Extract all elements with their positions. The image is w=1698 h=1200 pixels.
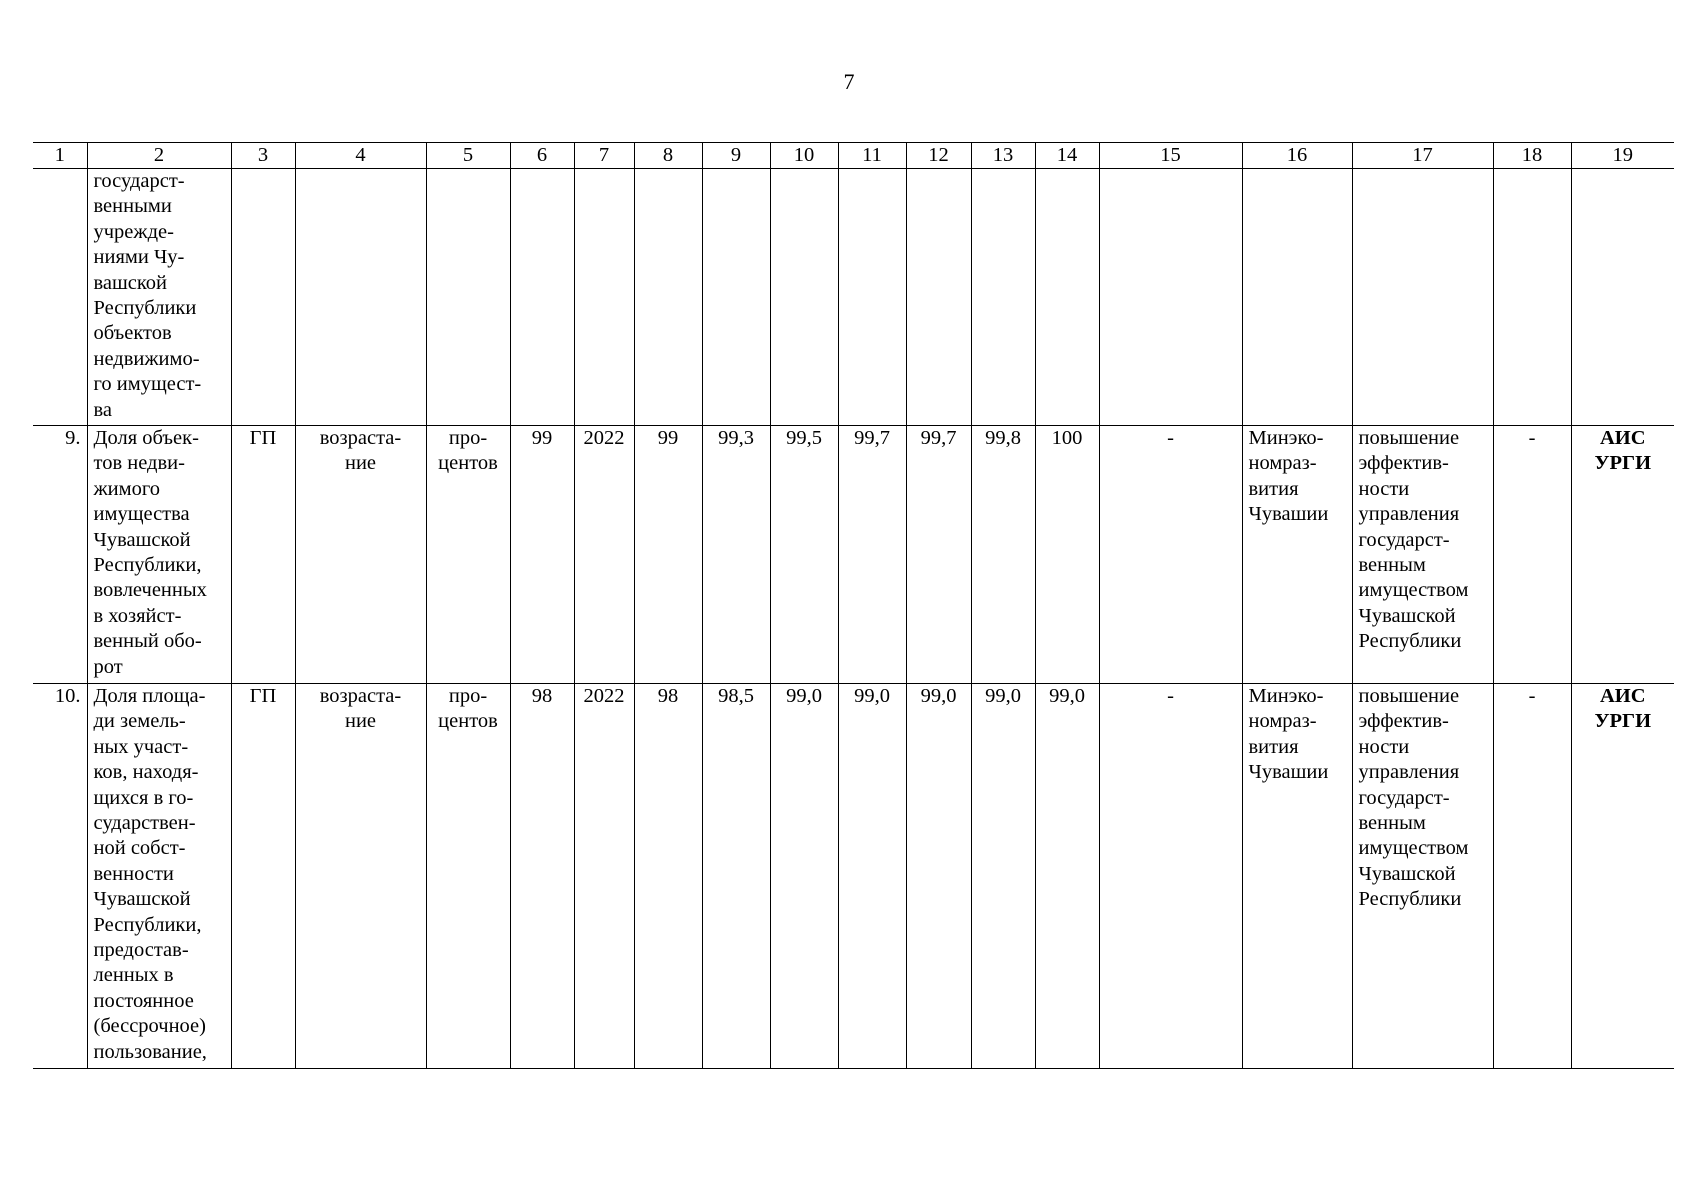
source-text: АИС УРГИ bbox=[1594, 685, 1652, 733]
responsible-text: Минэко- номраз- вития Чувашии bbox=[1248, 685, 1329, 784]
indicator-type: ГП bbox=[231, 684, 295, 1069]
column-header: 1 bbox=[33, 143, 87, 169]
column-header: 15 bbox=[1099, 143, 1242, 169]
value-cell: 99,7 bbox=[838, 426, 906, 684]
indicator-direction bbox=[295, 684, 426, 1069]
column-header: 9 bbox=[702, 143, 770, 169]
unit-text: про- центов bbox=[438, 685, 498, 733]
indicator-direction bbox=[295, 169, 426, 426]
value-cell: 99,3 bbox=[702, 426, 770, 684]
direction-text: возраста- ние bbox=[319, 427, 402, 475]
column-15-cell: - bbox=[1099, 426, 1242, 684]
indicator-name bbox=[87, 426, 231, 684]
indicator-name-text: государст- венными учрежде- ниями Чу- вашской Республики объектов недвижимо- го имущест- ва bbox=[93, 170, 202, 421]
column-header: 3 bbox=[231, 143, 295, 169]
base-value bbox=[510, 169, 574, 426]
column-18-cell: - bbox=[1493, 426, 1571, 684]
source-cell bbox=[1571, 426, 1674, 684]
goal-text: повышение эффектив- ности управления государст- венным имуществом Чувашской Республики bbox=[1358, 685, 1469, 911]
indicator-type bbox=[231, 169, 295, 426]
indicator-unit bbox=[426, 426, 510, 684]
indicator-direction bbox=[295, 426, 426, 684]
column-header: 18 bbox=[1493, 143, 1571, 169]
column-header: 19 bbox=[1571, 143, 1674, 169]
goal-cell bbox=[1352, 426, 1493, 684]
responsible-cell bbox=[1242, 684, 1352, 1069]
value-cell: 98,5 bbox=[702, 684, 770, 1069]
value-cell: 99,8 bbox=[971, 426, 1035, 684]
unit-text: про- центов bbox=[438, 427, 498, 475]
responsible-cell bbox=[1242, 169, 1352, 426]
column-header: 8 bbox=[634, 143, 702, 169]
column-header: 16 bbox=[1242, 143, 1352, 169]
base-value: 99 bbox=[510, 426, 574, 684]
column-header: 4 bbox=[295, 143, 426, 169]
value-cell bbox=[702, 169, 770, 426]
row-number: 10. bbox=[33, 684, 87, 1069]
column-header: 7 bbox=[574, 143, 634, 169]
column-15-cell: - bbox=[1099, 684, 1242, 1069]
value-cell: 99,0 bbox=[1035, 684, 1099, 1069]
responsible-text: Минэко- номраз- вития Чувашии bbox=[1248, 427, 1329, 526]
indicator-type: ГП bbox=[231, 426, 295, 684]
column-header: 17 bbox=[1352, 143, 1493, 169]
value-cell: 99,7 bbox=[906, 426, 971, 684]
indicator-name-text: Доля объек- тов недви- жимого имущества Чувашской Республики, вовлеченных в хозяйст- венный обо- рот bbox=[93, 427, 207, 678]
indicator-unit bbox=[426, 684, 510, 1069]
column-header: 14 bbox=[1035, 143, 1099, 169]
column-header: 6 bbox=[510, 143, 574, 169]
indicators-table bbox=[33, 142, 1674, 1069]
value-cell: 99 bbox=[634, 426, 702, 684]
row-number bbox=[33, 169, 87, 426]
value-cell: 100 bbox=[1035, 426, 1099, 684]
column-header: 10 bbox=[770, 143, 838, 169]
value-cell bbox=[634, 169, 702, 426]
column-18-cell: - bbox=[1493, 684, 1571, 1069]
value-cell: 98 bbox=[634, 684, 702, 1069]
indicator-name-text: Доля площа- ди земель- ных участ- ков, находя- щихся в го- сударствен- ной собст- венности Чувашской Республики, предостав- ленных в постоянное (бессрочное) пользование, bbox=[93, 685, 207, 1063]
responsible-cell bbox=[1242, 426, 1352, 684]
base-value: 98 bbox=[510, 684, 574, 1069]
value-cell: 99,0 bbox=[838, 684, 906, 1069]
goal-text: повышение эффектив- ности управления государст- венным имуществом Чувашской Республики bbox=[1358, 427, 1469, 653]
source-cell bbox=[1571, 684, 1674, 1069]
value-cell: 99,0 bbox=[770, 684, 838, 1069]
indicator-name bbox=[87, 684, 231, 1069]
column-header: 5 bbox=[426, 143, 510, 169]
column-header: 2 bbox=[87, 143, 231, 169]
column-18-cell bbox=[1493, 169, 1571, 426]
page-number: 7 bbox=[843, 69, 855, 94]
row-number: 9. bbox=[33, 426, 87, 684]
goal-cell bbox=[1352, 169, 1493, 426]
base-year: 2022 bbox=[574, 426, 634, 684]
header-row bbox=[33, 143, 1674, 169]
table-row bbox=[33, 684, 1674, 1069]
table-row bbox=[33, 169, 1674, 426]
value-cell: 99,0 bbox=[906, 684, 971, 1069]
indicator-name bbox=[87, 169, 231, 426]
value-cell bbox=[971, 169, 1035, 426]
value-cell bbox=[838, 169, 906, 426]
column-15-cell bbox=[1099, 169, 1242, 426]
base-year bbox=[574, 169, 634, 426]
value-cell: 99,0 bbox=[971, 684, 1035, 1069]
value-cell: 99,5 bbox=[770, 426, 838, 684]
column-header: 12 bbox=[906, 143, 971, 169]
value-cell bbox=[906, 169, 971, 426]
column-header: 13 bbox=[971, 143, 1035, 169]
source-text: АИС УРГИ bbox=[1594, 427, 1652, 475]
source-cell bbox=[1571, 169, 1674, 426]
column-header: 11 bbox=[838, 143, 906, 169]
indicator-unit bbox=[426, 169, 510, 426]
value-cell bbox=[770, 169, 838, 426]
base-year: 2022 bbox=[574, 684, 634, 1069]
goal-cell bbox=[1352, 684, 1493, 1069]
direction-text: возраста- ние bbox=[319, 685, 402, 733]
value-cell bbox=[1035, 169, 1099, 426]
table-row bbox=[33, 426, 1674, 684]
